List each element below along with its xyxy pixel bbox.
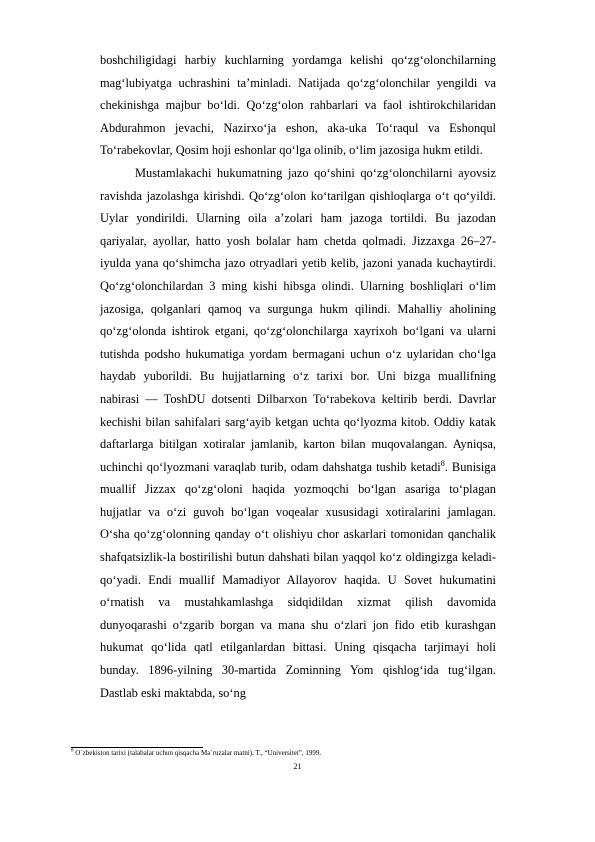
footnote-divider [71,747,203,748]
footnote-number: 8 [71,748,74,754]
paragraph-2 [100,162,496,704]
footnote-reference: 8 [440,458,445,468]
paragraph-2-text-before-ref: Mustamlakachi hukumatning jazo qo‘shini qo‘zg‘olonchilarni ayovsiz ravishda jazolashga kirishdi. Qo‘zg‘olon ko‘tarilgan qishloqlarga o‘t qo‘yildi. Uylar yondirildi. Ularning oila a’zolari ham jazoga tortildi. Bu jazodan qariyalar, ayollar, hatto yosh bolalar ham chetda qolmadi. Jizzaxga 26–27-iyulda yana qo‘shimcha jazo otryadlari yetib kelib, jazoni yanada kuchaytirdi. Qo‘zg‘olonchilardan 3 ming kishi hibsga olindi. Ularning boshliqlari o‘lim jazosiga, qolganlari qamoq va surgunga hukm qilindi. Mahalliy aholining qo‘zg‘olonda ishtirok etgani, qo‘zg‘olonchilarga xayrixoh bo‘lgani va ularni tutishda podsho hukumatiga yordam bermagani uchun o‘z uylaridan cho‘lga haydab yuborildi. Bu hujjatlarning o‘z tarixi bor. Uni bizga muallifning nabirasi — ToshDU dotsenti Dilbarxon To‘rabekova keltirib berdi. Davrlar kechishi bilan sahifalari sarg‘ayib ketgan uchta qo‘lyozma kitob. Oddiy katak daftarlarga bitilgan xotiralar jamlanib, karton bilan muqovalangan. Ayniqsa, uchinchi qo‘lyozmani varaqlab turib, odam dahshatga tushib ketadi [100,165,496,474]
page-number: 21 [293,762,302,771]
paragraph-2-text-after-ref: . Bunisiga muallif Jizzax qo‘zg‘oloni haqida yozmoqchi bo‘lgan asariga to‘plagan hujjatlar va o‘zi guvoh bo‘lgan voqealar xususidagi xotiralarini jamlagan. O‘sha qo‘zg‘olonning qanday o‘t olishiyu chor askarlari tomonidan qanchalik shafqatsizlik-la bostirilishi butun dahshati bilan yaqqol ko‘z oldingizga keladi-qo‘yadi. Endi muallif Mamadiyor Allayorov haqida. U Sovet hukumatini o‘rnatish va mustahkamlashga sidqidildan xizmat qilish davomida dunyoqarashi o‘zgarib borgan va mana shu o‘zlari jon fido etib kurashgan hukumat qo‘lida qatl etilganlardan bittasi. Uning qisqacha tarjimayi holi bunday. 1896-yilning 30-martida Zominning Yom qishlog‘ida tug‘ilgan. Dastlab eski maktabda, so‘ng [100,459,496,700]
footnote [71,749,531,758]
footnote-text: O`zbekiston tarixi (talabalar uchun qisqacha Ma`ruzalar matni), T., “Universitet”, 1999. [73,749,322,757]
paragraph-1: boshchiligidagi harbiy kuchlarning yordamga kelishi qo‘zg‘olonchilarning mag‘lubiyatga uchrashini ta’minladi. Natijada qo‘zg‘olonchilar yengildi va chekinishga majbur bo‘ldi. Qo‘zg‘olon rahbarlari va faol ishtirokchilaridan Abdurahmon jevachi, Nazirxo‘ja eshon, aka-uka To‘raqul va Eshonqul To‘rabekovlar, Qosim hoji eshonlar qo‘lga olinib, o‘lim jazosiga hukm etildi. [100,53,496,158]
body-text [100,49,496,704]
